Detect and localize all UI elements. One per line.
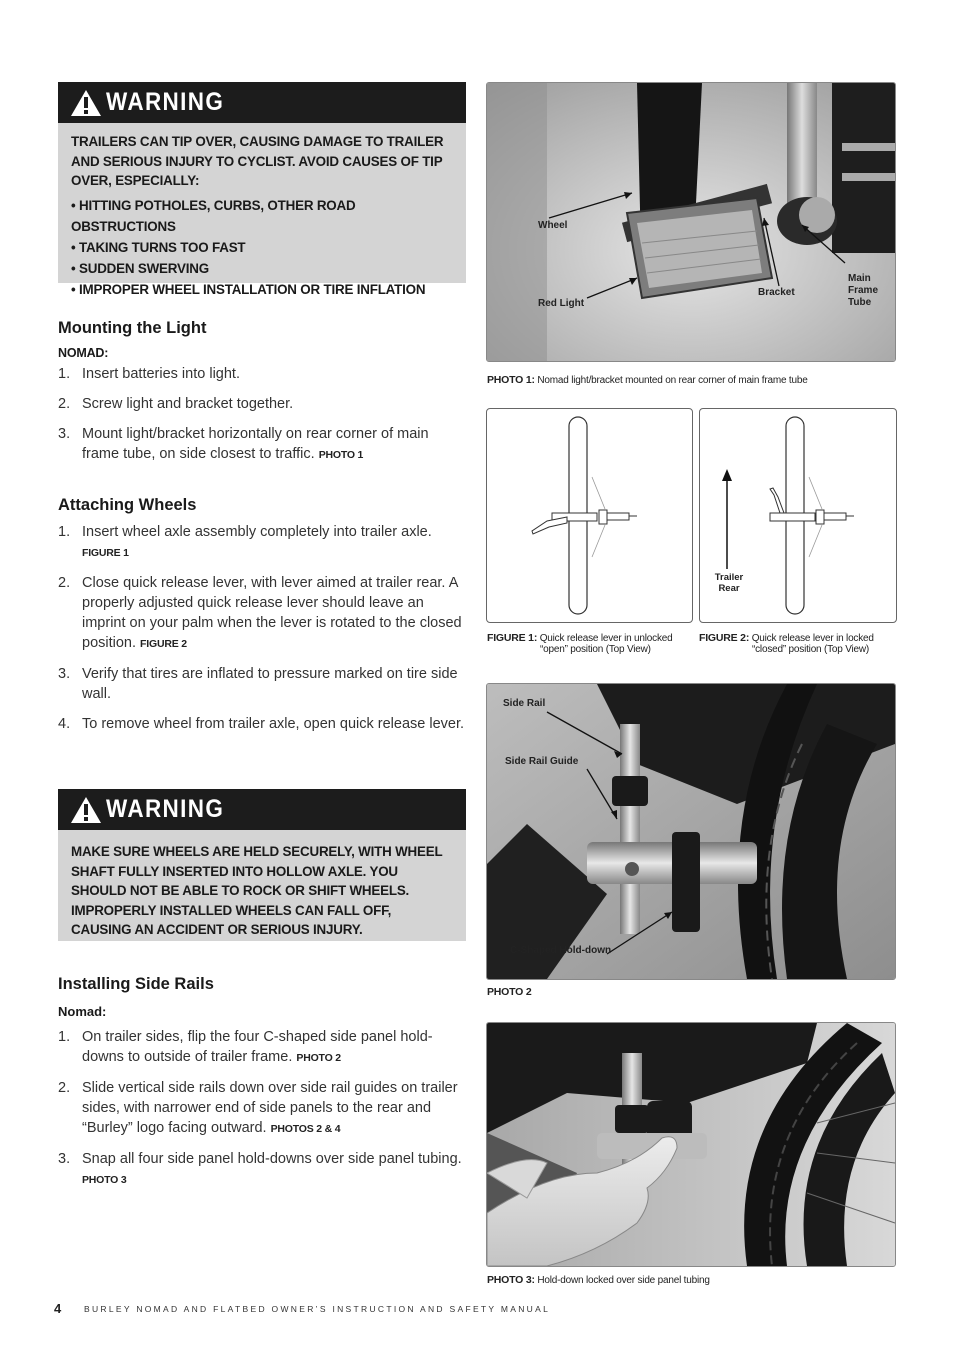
photo-reference: PHOTOS 2 & 4: [270, 1123, 341, 1135]
figure-2-caption: FIGURE 2: Quick release lever in locked “closed” position (Top View): [699, 632, 874, 655]
warning-title: WARNING: [106, 795, 225, 823]
warning-bullet: • TAKING TURNS TOO FAST: [71, 239, 246, 255]
list-item: 1. Insert batteries into light.: [58, 366, 240, 382]
warning-icon: [70, 89, 102, 117]
warning-header: [58, 789, 466, 830]
label-bracket: Bracket: [758, 287, 795, 298]
label-main-frame-tube: Main Frame Tube: [848, 273, 879, 308]
photo-reference: PHOTO 1: [318, 449, 364, 461]
subheading-nomad: NOMAD:: [58, 346, 109, 360]
figure-1-caption: FIGURE 1: Quick release lever in unlocked “open” position (Top View): [487, 632, 673, 655]
label-trailer-rear: Trailer Rear: [714, 572, 744, 594]
label-side-rail: Side Rail: [503, 698, 546, 709]
warning-body: [58, 830, 466, 948]
warning-title: WARNING: [106, 88, 225, 116]
list-item: 2. Slide vertical side rails down over side rail guides on trailer sides, with narrower end of side panels to the rear and “Burley” logo facing outward. PHOTOS 2 & 4: [58, 1080, 458, 1136]
section-heading-wheels: Attaching Wheels: [58, 496, 197, 514]
photo-1-light-bracket: [486, 82, 896, 362]
section-heading-mounting: Mounting the Light: [58, 319, 207, 337]
photo-reference: PHOTO 2: [296, 1052, 341, 1064]
list-item: 1. Insert wheel axle assembly completely into trailer axle. FIGURE 1: [58, 524, 432, 559]
warning-bullet: • HITTING POTHOLES, CURBS, OTHER ROAD OBSTRUCTIONS: [71, 197, 356, 234]
photo-2-illustration: [487, 684, 895, 979]
list-item: 2. Close quick release lever, with lever aimed at trailer rear. A properly adjusted quick release lever should leave an imprint on your palm when the lever is rotated to the closed position. FIGURE 2: [58, 575, 462, 651]
photo-3-illustration: [487, 1023, 895, 1266]
arrow-up-icon: [722, 469, 732, 481]
mounting-steps: [58, 364, 466, 475]
list-item: 3. Mount light/bracket horizontally on rear corner of main frame tube, on side closest to traffic. PHOTO 1: [58, 426, 429, 462]
warning-box-wheels: [58, 789, 466, 941]
label-red-light: Red Light: [538, 298, 585, 309]
list-item: 3. Snap all four side panel hold-downs over side panel tubing. PHOTO 3: [58, 1151, 462, 1186]
wheels-steps: [58, 522, 466, 744]
list-item: 2. Screw light and bracket together.: [58, 396, 294, 412]
label-c-shaped-hold-down: C-Shaped Hold-down: [510, 945, 612, 956]
warning-icon: [70, 796, 102, 824]
label-wheel: Wheel: [538, 220, 568, 231]
warning-body: [58, 123, 466, 308]
photo-3-caption: PHOTO 3: Hold-down locked over side panel tubing: [487, 1274, 710, 1286]
photo-2-side-rail: [486, 683, 896, 980]
warning-text: MAKE SURE WHEELS ARE HELD SECURELY, WITH WHEEL SHAFT FULLY INSERTED INTO HOLLOW AXLE. YOU SHOULD NOT BE ABLE TO ROCK OR SHIFT WHEELS. IMPROPERLY INSTALLED WHEELS CAN FALL OFF, CAUSING AN ACCIDENT OR SERIOUS INJURY.: [71, 844, 443, 937]
figure-reference: FIGURE 1: [82, 547, 129, 559]
page-number: 4: [54, 1301, 62, 1316]
warning-bullet: • SUDDEN SWERVING: [71, 260, 209, 276]
figure-1-illustration: [487, 409, 692, 622]
subheading-nomad: Nomad:: [58, 1004, 107, 1019]
warning-header: [58, 82, 466, 123]
label-side-rail-guide: Side Rail Guide: [505, 756, 579, 767]
list-item: 3. Verify that tires are inflated to pressure marked on tire side wall.: [58, 666, 458, 702]
warning-list: [71, 195, 453, 300]
list-item: 1. On trailer sides, flip the four C-shaped side panel hold-downs to outside of trailer frame. PHOTO 2: [58, 1029, 433, 1065]
figure-2-locked-lever: [699, 408, 897, 623]
warning-intro: TRAILERS CAN TIP OVER, CAUSING DAMAGE TO TRAILER AND SERIOUS INJURY TO CYCLIST. AVOID CAUSES OF TIP OVER, ESPECIALLY:: [71, 134, 444, 188]
warning-box-tipover: [58, 82, 466, 297]
warning-bullet: • IMPROPER WHEEL INSTALLATION OR TIRE INFLATION: [71, 281, 426, 297]
siderails-steps: [58, 1027, 466, 1200]
figure-reference: FIGURE 2: [140, 638, 187, 650]
photo-3-hold-down: [486, 1022, 896, 1267]
photo-reference: PHOTO 3: [82, 1174, 127, 1186]
list-item: 4. To remove wheel from trailer axle, open quick release lever.: [58, 716, 465, 732]
section-heading-siderails: Installing Side Rails: [58, 975, 214, 993]
footer-title: BURLEY NOMAD AND FLATBED OWNER’S INSTRUCTION AND SAFETY MANUAL: [84, 1304, 551, 1314]
photo-2-caption: PHOTO 2: [487, 986, 532, 998]
photo-1-caption: PHOTO 1: Nomad light/bracket mounted on rear corner of main frame tube: [487, 374, 808, 386]
figure-1-unlocked-lever: [486, 408, 693, 623]
